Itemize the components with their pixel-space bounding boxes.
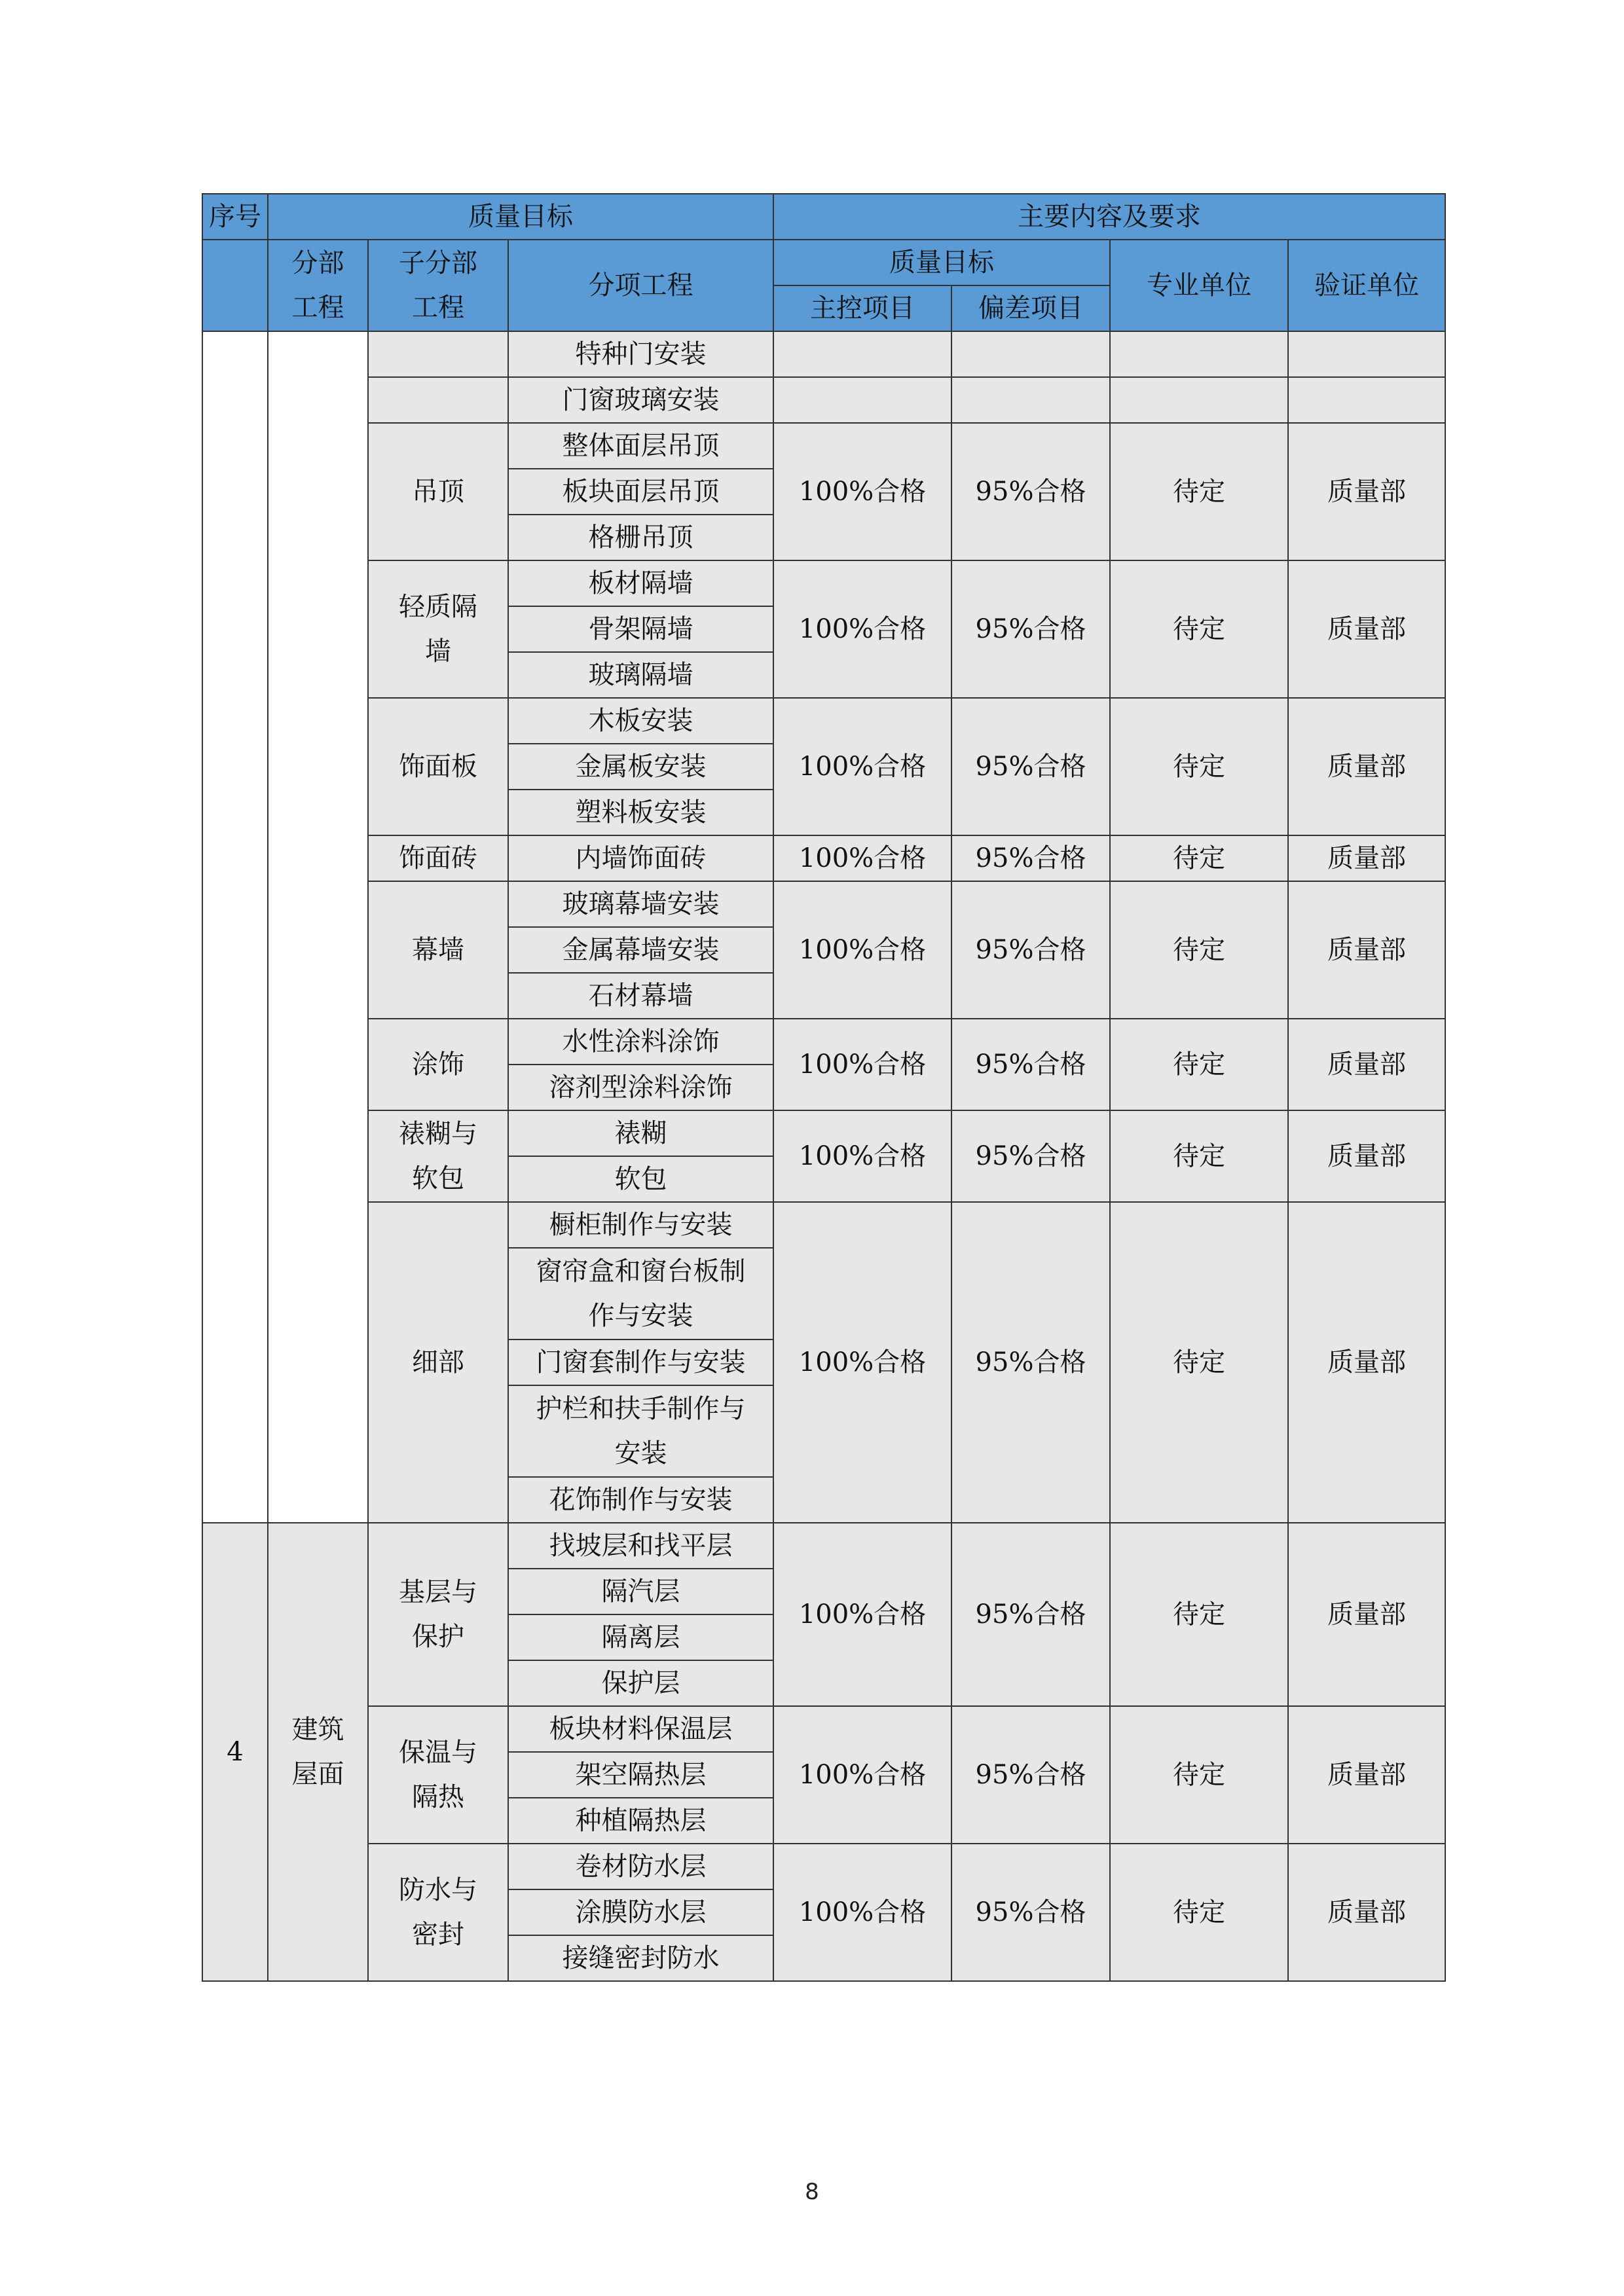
main-control-cell: 100%合格 — [773, 881, 951, 1019]
page-number: 8 — [805, 2179, 819, 2205]
main-control-cell-blank — [773, 331, 951, 377]
header-deviation: 偏差项目 — [951, 285, 1110, 331]
table-row — [202, 331, 1445, 377]
item-cell: 找坡层和找平层 — [508, 1523, 773, 1569]
table-row — [202, 560, 1445, 606]
subdivision-cell: 裱糊与 软包 — [368, 1110, 508, 1202]
subdivision-cell: 防水与 密封 — [368, 1844, 508, 1981]
item-cell: 架空隔热层 — [508, 1752, 773, 1798]
item-cell: 门窗玻璃安装 — [508, 377, 773, 423]
deviation-cell-blank — [951, 331, 1110, 377]
specialty-unit-cell: 待定 — [1110, 835, 1288, 881]
quality-table — [202, 193, 1446, 1982]
verification-unit-cell: 质量部 — [1288, 1202, 1445, 1523]
table-row — [202, 423, 1445, 469]
item-cell: 玻璃幕墙安装 — [508, 881, 773, 927]
item-cell: 特种门安装 — [508, 331, 773, 377]
table-row — [202, 377, 1445, 423]
deviation-cell: 95%合格 — [951, 1523, 1110, 1706]
main-control-cell: 100%合格 — [773, 1110, 951, 1202]
table-row — [202, 1706, 1445, 1752]
deviation-cell: 95%合格 — [951, 835, 1110, 881]
table-row — [202, 835, 1445, 881]
main-control-cell: 100%合格 — [773, 1844, 951, 1981]
deviation-cell: 95%合格 — [951, 423, 1110, 560]
item-cell: 整体面层吊顶 — [508, 423, 773, 469]
item-cell: 隔汽层 — [508, 1569, 773, 1614]
main-control-cell: 100%合格 — [773, 698, 951, 835]
main-control-cell: 100%合格 — [773, 560, 951, 698]
specialty-unit-cell: 待定 — [1110, 1019, 1288, 1110]
deviation-cell: 95%合格 — [951, 1706, 1110, 1844]
verification-unit-cell: 质量部 — [1288, 1110, 1445, 1202]
item-cell: 塑料板安装 — [508, 790, 773, 835]
header-division: 分部 工程 — [268, 240, 368, 331]
subdivision-cell-blank — [368, 331, 508, 377]
subdivision-cell: 基层与 保护 — [368, 1523, 508, 1706]
subdivision-cell: 幕墙 — [368, 881, 508, 1019]
deviation-cell: 95%合格 — [951, 560, 1110, 698]
item-cell: 门窗套制作与安装 — [508, 1339, 773, 1385]
verification-unit-cell: 质量部 — [1288, 423, 1445, 560]
header-seq-blank — [202, 240, 268, 331]
item-cell: 石材幕墙 — [508, 973, 773, 1019]
verification-unit-cell: 质量部 — [1288, 881, 1445, 1019]
header-main-control: 主控项目 — [773, 285, 951, 331]
deviation-cell: 95%合格 — [951, 881, 1110, 1019]
item-cell: 金属幕墙安装 — [508, 927, 773, 973]
division-cell-continued — [268, 331, 368, 1523]
table-row — [202, 1523, 1445, 1569]
specialty-unit-cell-blank — [1110, 331, 1288, 377]
deviation-cell: 95%合格 — [951, 1110, 1110, 1202]
item-cell: 软包 — [508, 1156, 773, 1202]
specialty-unit-cell: 待定 — [1110, 1706, 1288, 1844]
main-control-cell: 100%合格 — [773, 1202, 951, 1523]
subdivision-cell: 饰面板 — [368, 698, 508, 835]
table-row — [202, 1019, 1445, 1065]
item-cell: 保护层 — [508, 1660, 773, 1706]
subdivision-cell-blank — [368, 377, 508, 423]
subdivision-cell: 涂饰 — [368, 1019, 508, 1110]
item-cell: 玻璃隔墙 — [508, 652, 773, 698]
subdivision-cell: 吊顶 — [368, 423, 508, 560]
table-row — [202, 698, 1445, 744]
subdivision-cell: 保温与 隔热 — [368, 1706, 508, 1844]
deviation-cell: 95%合格 — [951, 698, 1110, 835]
table-row — [202, 1202, 1445, 1248]
specialty-unit-cell: 待定 — [1110, 1202, 1288, 1523]
item-cell: 裱糊 — [508, 1110, 773, 1156]
main-control-cell-blank — [773, 377, 951, 423]
item-cell: 水性涂料涂饰 — [508, 1019, 773, 1065]
verification-unit-cell-blank — [1288, 331, 1445, 377]
deviation-cell: 95%合格 — [951, 1202, 1110, 1523]
verification-unit-cell: 质量部 — [1288, 1523, 1445, 1706]
verification-unit-cell: 质量部 — [1288, 1706, 1445, 1844]
item-cell: 护栏和扶手制作与 安装 — [508, 1385, 773, 1477]
header-main-content: 主要内容及要求 — [773, 194, 1445, 240]
item-cell: 金属板安装 — [508, 744, 773, 790]
item-cell: 内墙饰面砖 — [508, 835, 773, 881]
header-seq: 序号 — [202, 194, 268, 240]
item-cell: 板块材料保温层 — [508, 1706, 773, 1752]
deviation-cell: 95%合格 — [951, 1019, 1110, 1110]
header-verification-unit: 验证单位 — [1288, 240, 1445, 331]
table-row — [202, 1844, 1445, 1889]
item-cell: 骨架隔墙 — [508, 606, 773, 652]
specialty-unit-cell: 待定 — [1110, 1844, 1288, 1981]
main-control-cell: 100%合格 — [773, 835, 951, 881]
specialty-unit-cell-blank — [1110, 377, 1288, 423]
main-control-cell: 100%合格 — [773, 1523, 951, 1706]
header-item: 分项工程 — [508, 240, 773, 331]
item-cell: 板材隔墙 — [508, 560, 773, 606]
specialty-unit-cell: 待定 — [1110, 881, 1288, 1019]
deviation-cell: 95%合格 — [951, 1844, 1110, 1981]
table-row — [202, 1110, 1445, 1156]
verification-unit-cell-blank — [1288, 377, 1445, 423]
item-cell: 卷材防水层 — [508, 1844, 773, 1889]
subdivision-cell: 轻质隔 墙 — [368, 560, 508, 698]
header-subdivision: 子分部 工程 — [368, 240, 508, 331]
specialty-unit-cell: 待定 — [1110, 1523, 1288, 1706]
verification-unit-cell: 质量部 — [1288, 1844, 1445, 1981]
subdivision-cell: 饰面砖 — [368, 835, 508, 881]
item-cell: 花饰制作与安装 — [508, 1477, 773, 1523]
subdivision-cell: 细部 — [368, 1202, 508, 1523]
item-cell: 溶剂型涂料涂饰 — [508, 1065, 773, 1110]
verification-unit-cell: 质量部 — [1288, 560, 1445, 698]
table-row — [202, 881, 1445, 927]
verification-unit-cell: 质量部 — [1288, 1019, 1445, 1110]
seq-cell: 4 — [202, 1523, 268, 1981]
item-cell: 接缝密封防水 — [508, 1935, 773, 1981]
main-control-cell: 100%合格 — [773, 1019, 951, 1110]
division-cell: 建筑 屋面 — [268, 1523, 368, 1981]
specialty-unit-cell: 待定 — [1110, 423, 1288, 560]
header-quality-target: 质量目标 — [268, 194, 773, 240]
item-cell: 橱柜制作与安装 — [508, 1202, 773, 1248]
verification-unit-cell: 质量部 — [1288, 698, 1445, 835]
item-cell: 种植隔热层 — [508, 1798, 773, 1844]
deviation-cell-blank — [951, 377, 1110, 423]
verification-unit-cell: 质量部 — [1288, 835, 1445, 881]
item-cell: 隔离层 — [508, 1614, 773, 1660]
header-specialty-unit: 专业单位 — [1110, 240, 1288, 331]
specialty-unit-cell: 待定 — [1110, 698, 1288, 835]
item-cell: 木板安装 — [508, 698, 773, 744]
specialty-unit-cell: 待定 — [1110, 560, 1288, 698]
item-cell: 格栅吊顶 — [508, 515, 773, 560]
item-cell: 板块面层吊顶 — [508, 469, 773, 515]
header-sub-quality-target: 质量目标 — [773, 240, 1110, 285]
specialty-unit-cell: 待定 — [1110, 1110, 1288, 1202]
item-cell: 涂膜防水层 — [508, 1889, 773, 1935]
main-control-cell: 100%合格 — [773, 1706, 951, 1844]
seq-cell-continued — [202, 331, 268, 1523]
item-cell: 窗帘盒和窗台板制 作与安装 — [508, 1248, 773, 1339]
main-control-cell: 100%合格 — [773, 423, 951, 560]
